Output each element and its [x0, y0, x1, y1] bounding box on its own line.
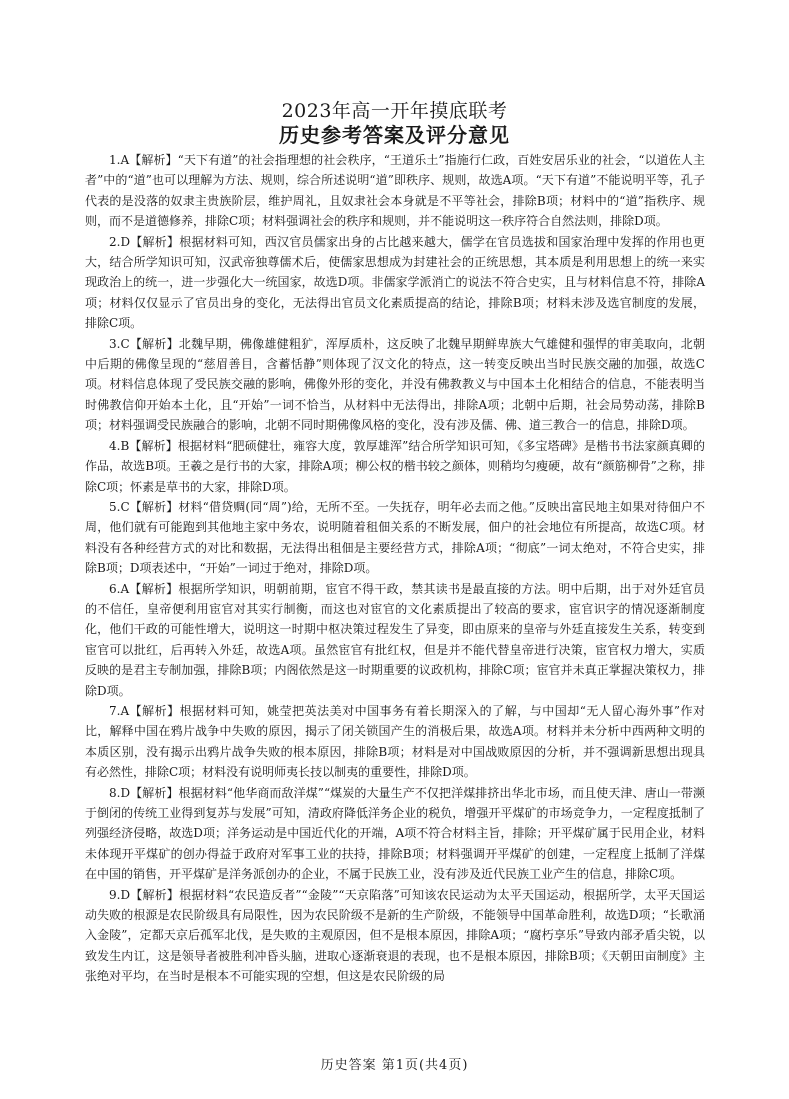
page-footer: 历史答案 第1页(共4页): [320, 1058, 469, 1073]
answer-item-6: 6.A【解析】根据所学知识，明朝前期，宦官不得干政，禁其读书是最直接的方法。明中后期，出于对外廷官员的不信任，皇帝便利用宦官对其实行制衡，而这也对宦官的文化素质提出了较高的要求，宦官识字的情况逐渐制度化，他们干政的可能性增大，说明这一时期中枢决策过程发生了异变，即由原来的皇帝与外廷直接发生关系，转变到宦官可以批红，后再转入外廷，故选A项。虽然宦官有批红权，但是并不能代替皇帝进行决策，宦官权力增大，实质反映的是君主专制加强，排除B项；内阁依然是这一时期重要的议政机构，排除C项；宦官并未真正掌握决策权力，排除D项。: [85, 581, 705, 698]
answer-item-7: 7.A【解析】根据材料可知，姚莹把英法美对中国事务有着长期深入的了解，与中国却“无人留心海外事”作对比，解释中国在鸦片战争中失败的原因，揭示了闭关锁国产生的消极后果，故选A项。材料并未分析中西两种文明的本质区别，没有揭示出鸦片战争失败的根本原因，排除B项；材料是对中国战败原因的分析，并不强调新思想出现具有必然性，排除C项；材料没有说明师夷长技以制夷的重要性，排除D项。: [85, 703, 705, 780]
answer-key-subtitle: 历史参考答案及评分意见: [279, 123, 510, 147]
answer-item-9: 9.D【解析】根据材料“农民造反者”“金陵”“天京陷落”可知该农民运动为太平天国运动，根据所学，太平天国运动失败的根源是农民阶级具有局限性，因为农民阶级不是新的生产阶级，不能领导中国革命胜利，故选D项；“长歌涌入金陵”，定都天京后孤军北伐，是失败的主观原因，但不是根本原因，排除A项；“腐朽享乐”导致内部矛盾尖锐，以致发生内讧，这是领导者被胜利冲昏头脑，进取心逐渐衰退的表现，也不是根本原因，排除B项；《天朝田亩制度》主张绝对平均，在当时是根本不可能实现的空想，但这是农民阶级的局: [85, 887, 705, 984]
exam-title: 2023年高一开年摸底联考: [281, 100, 508, 122]
answer-list: [85, 150, 705, 987]
answer-item-4: 4.B【解析】根据材料“肥硕健壮，雍容大度，敦厚雄浑”结合所学知识可知，《多宝塔碑》是楷书书法家颜真卿的作品，故选B项。王羲之是行书的大家，排除A项；柳公权的楷书较之颜体，则稍均匀瘦硬，故有“颜筋柳骨”之称，排除C项；怀素是草书的大家，排除D项。: [85, 438, 705, 494]
answer-item-3: 3.C【解析】北魏早期，佛像雄健粗犷，浑厚质朴，这反映了北魏早期鲜卑族大气雄健和强悍的审美取向，北朝中后期的佛像呈现的“慈眉善目，含蓄恬静”则体现了汉文化的特点，这一转变反映出当时民族交融的加强，故选C项。材料信息体现了受民族交融的影响，佛像外形的变化，并没有佛教教义与中国本土化相结合的信息，不能表明当时佛教信仰开始本土化，且“开始”一词不恰当，从材料中无法得出，排除A项；北朝中后期，社会局势动荡，排除B项；材料强调受民族融合的影响，北朝不同时期佛像风格的变化，没有涉及儒、佛、道三教合一的信息，排除D项。: [85, 336, 705, 433]
answer-item-1: 1.A【解析】“天下有道”的社会指理想的社会秩序，“王道乐土”指施行仁政，百姓安居乐业的社会，“以道佐人主者”中的“道”也可以理解为方法、规则，综合所述说明“道”即秩序、规则，故选A项。“天下有道”不能说明平等，孔子代表的是没落的奴隶主贵族阶层，维护周礼，且奴隶社会本身就是不平等社会，排除B项；材料中的“道”指秩序、规则，而不是道德修养，排除C项；材料强调社会的秩序和规则，并不能说明这一秩序符合自然法则，排除D项。: [85, 153, 705, 229]
answer-item-5: 5.C【解析】材料“借贷赒(同“周”)给，无所不至。一失抚存，明年必去而之他。”反映出富民地主如果对待佃户不周，他们就有可能跑到其他地主家中务农，说明随着租佃关系的不断发展，佃户的社会地位有所提高，故选C项。材料没有各种经营方式的对比和数据，无法得出租佃是主要经营方式，排除A项；“彻底”一词太绝对，不符合史实，排除B项；D项表述中，“开始”一词过于绝对，排除D项。: [85, 499, 705, 576]
answer-item-8: 8.D【解析】根据材料“他华商而敌洋煤”“煤炭的大量生产不仅把洋煤排挤出华北市场，而且使天津、唐山一带濒于倒闭的传统工业得到复苏与发展”可知，清政府降低洋务企业的税负，增强开平煤矿的市场竞争力，一定程度抵制了列强经济侵略，故选D项；洋务运动是中国近代化的开端，A项不符合材料主旨，排除；开平煤矿属于民用企业，材料未体现开平煤矿的创办得益于政府对军事工业的扶持，排除B项；材料强调开平煤矿的创建，一定程度上抵制了洋煤在中国的销售，开平煤矿是洋务派创办的企业，不属于民族工业，没有涉及近代民族工业产生的信息，排除C项。: [85, 785, 705, 882]
answer-item-2: 2.D【解析】根据材料可知，西汉官员儒家出身的占比越来越大，儒学在官员选拔和国家治理中发挥的作用也更大，结合所学知识可知，汉武帝独尊儒术后，使儒家思想成为封建社会的正统思想，其本质是利用思想上的统一来实现政治上的统一，进一步强化大一统国家，故选D项。非儒家学派消亡的说法不符合史实，且与材料信息不符，排除A项；材料仅仅显示了官员出身的变化，无法得出官员文化素质提高的结论，排除B项；材料未涉及选官制度的发展，排除C项。: [85, 234, 705, 331]
